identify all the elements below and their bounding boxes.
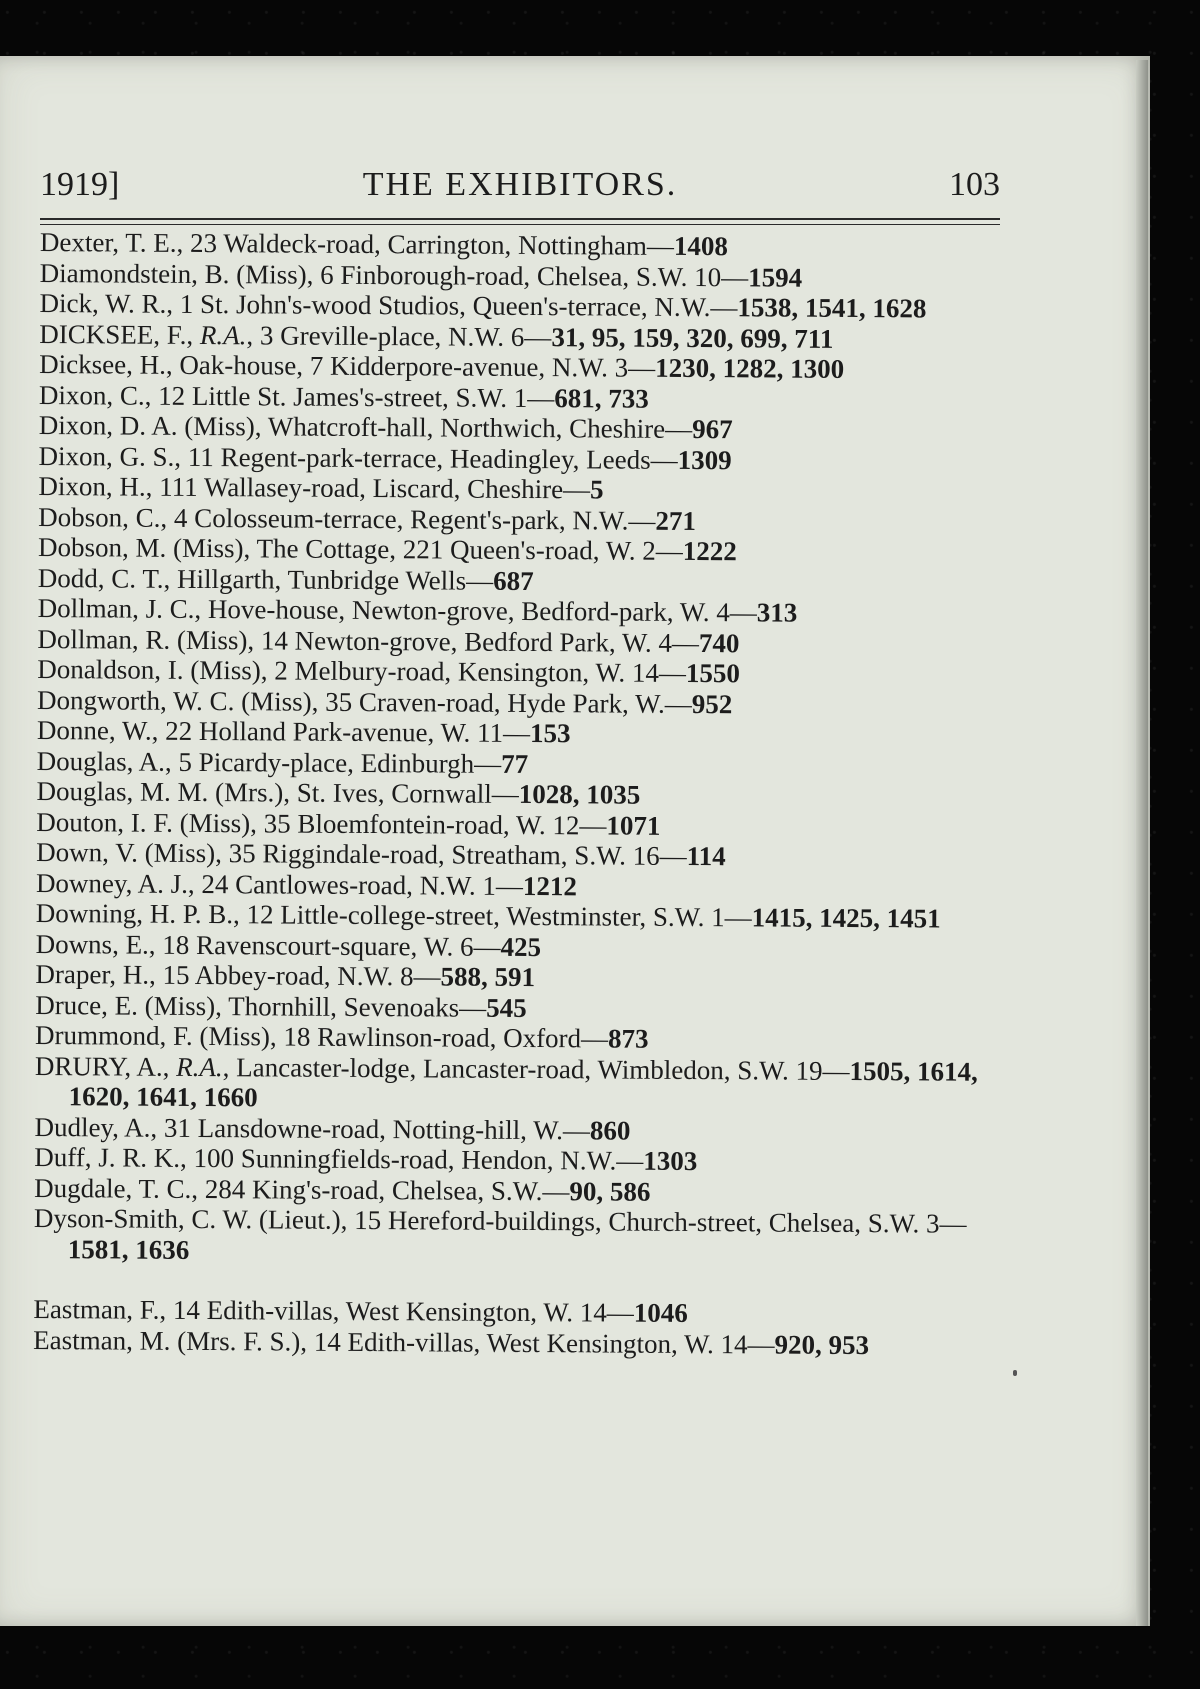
book-page	[0, 56, 1150, 1626]
catalogue-numbers: 681, 733	[554, 382, 649, 414]
catalogue-numbers: 740	[698, 627, 740, 658]
exhibitor-text: Dixon, G. S., 11 Regent-park-terrace, Headingley, Leeds—	[38, 440, 678, 475]
catalogue-numbers: 1581, 1636	[67, 1233, 190, 1265]
catalogue-numbers: 1071	[606, 809, 661, 841]
exhibitor-text: Eastman, F., 14 Edith-villas, West Kensington, W. 14—	[33, 1293, 634, 1328]
exhibitor-entry	[33, 1324, 1013, 1360]
catalogue-numbers: 860	[589, 1114, 631, 1146]
catalogue-numbers: 153	[530, 718, 571, 749]
catalogue-numbers: 1309	[677, 444, 732, 475]
exhibitor-text: Douton, I. F. (Miss), 35 Bloemfontein-road, W. 12—	[36, 806, 607, 840]
exhibitor-text: Dodd, C. T., Hillgarth, Tunbridge Wells—	[37, 562, 494, 596]
exhibitor-text: Dixon, H., 111 Wallasey-road, Liscard, Cheshire—	[38, 470, 591, 505]
exhibitor-text: Douglas, A., 5 Picardy-place, Edinburgh—	[36, 745, 502, 779]
exhibitor-text: Dyson-Smith, C. W. (Lieut.), 15 Hereford-buildings, Church-street, Chelsea, S.W. 3—	[33, 1202, 967, 1239]
catalogue-numbers: 952	[691, 688, 733, 719]
exhibitor-list-d	[34, 227, 1020, 1270]
exhibitor-text: Dugdale, T. C., 284 King's-road, Chelsea, S.W.—	[34, 1172, 570, 1206]
exhibitor-text: , Lancaster-lodge, Lancaster-road, Wimbledon, S.W. 19—	[222, 1051, 850, 1086]
exhibitor-text: Douglas, M. M. (Mrs.), St. Ives, Cornwall—	[36, 775, 519, 809]
exhibitor-text: , 3 Greville-place, N.W. 6—	[246, 319, 552, 352]
exhibitor-text: Donne, W., 22 Holland Park-avenue, W. 11—	[36, 714, 531, 749]
catalogue-numbers: 1046	[633, 1297, 688, 1328]
catalogue-numbers: 1408	[673, 230, 729, 262]
exhibitor-list-e	[33, 1294, 1013, 1361]
exhibitor-text: Diamondstein, B. (Miss), 6 Finborough-road, Chelsea, S.W. 10—	[39, 257, 749, 292]
exhibitor-text: Draper, H., 15 Abbey-road, N.W. 8—	[35, 958, 441, 992]
exhibitor-text: Downey, A. J., 24 Cantlowes-road, N.W. 1—	[35, 867, 524, 901]
exhibitor-text: Duff, J. R. K., 100 Sunningfields-road, Hendon, N.W.—	[34, 1141, 644, 1176]
catalogue-numbers: 1212	[522, 870, 578, 901]
honorific: R.A.	[199, 319, 247, 350]
exhibitor-text: Eastman, M. (Mrs. F. S.), 14 Edith-villas, West Kensington, W. 14—	[33, 1324, 775, 1360]
catalogue-numbers: 31, 95, 159, 320, 699, 711	[551, 321, 834, 354]
catalogue-numbers: 1028, 1035	[518, 778, 641, 810]
running-head	[40, 166, 1000, 216]
exhibitor-entry	[35, 1050, 1015, 1117]
page-edge	[1136, 60, 1148, 1626]
exhibitor-text: Dick, W. R., 1 St. John's-wood Studios, Queen's-terrace, N.W.—	[39, 287, 738, 323]
catalogue-numbers: 873	[608, 1023, 649, 1054]
catalogue-numbers: 1594	[748, 261, 803, 293]
exhibitor-text: Dollman, R. (Miss), 14 Newton-grove, Bedford Park, W. 4—	[37, 623, 700, 658]
catalogue-numbers: 920, 953	[774, 1329, 870, 1360]
exhibitor-text: DICKSEE, F.,	[39, 318, 201, 350]
header-year: 1919]	[40, 166, 120, 203]
catalogue-numbers: 425	[500, 931, 542, 962]
catalogue-numbers: 5	[590, 474, 604, 505]
exhibitor-text: Dudley, A., 31 Lansdowne-road, Notting-hill, W.—	[34, 1111, 591, 1145]
catalogue-numbers: 90, 586	[569, 1175, 651, 1207]
page-title: THE EXHIBITORS.	[362, 166, 678, 203]
page-number: 103	[949, 166, 1000, 203]
exhibitor-text: Dobson, C., 4 Colosseum-terrace, Regent's-park, N.W.—	[38, 501, 656, 536]
catalogue-numbers: 588, 591	[440, 961, 536, 993]
exhibitor-text: Dobson, M. (Miss), The Cottage, 221 Queen's-road, W. 2—	[37, 531, 683, 566]
exhibitor-text: Dongworth, W. C. (Miss), 35 Craven-road, Hyde Park, W.—	[37, 684, 692, 719]
catalogue-numbers: 1550	[685, 657, 741, 689]
catalogue-numbers: 114	[686, 840, 726, 872]
exhibitor-entry	[34, 1203, 1014, 1270]
exhibitor-text: DRURY, A.,	[34, 1050, 177, 1082]
exhibitor-text: Downing, H. P. B., 12 Little-college-street, Westminster, S.W. 1—	[35, 897, 752, 933]
header-rule-thick	[40, 218, 1000, 220]
exhibitor-text: Dollman, J. C., Hove-house, Newton-grove, Bedford-park, W. 4—	[37, 592, 757, 628]
exhibitor-text: Downs, E., 18 Ravenscourt-square, W. 6—	[35, 928, 501, 962]
catalogue-numbers: 967	[692, 413, 733, 445]
catalogue-numbers: 1303	[643, 1145, 698, 1177]
exhibitor-text: Dixon, C., 12 Little St. James's-street, S.W. 1—	[38, 379, 555, 413]
catalogue-numbers: 271	[655, 505, 697, 536]
exhibitor-text: Druce, E. (Miss), Thornhill, Sevenoaks—	[35, 989, 487, 1023]
honorific: R.A.	[176, 1051, 223, 1082]
catalogue-numbers: 1230, 1282, 1300	[655, 352, 845, 384]
exhibitor-list	[33, 227, 1020, 1361]
exhibitor-text: Donaldson, I. (Miss), 2 Melbury-road, Kensington, W. 14—	[37, 653, 687, 688]
exhibitor-text: Dexter, T. E., 23 Waldeck-road, Carrington, Nottingham—	[39, 227, 675, 261]
print-speck	[1013, 1370, 1017, 1376]
exhibitor-text: Drummond, F. (Miss), 18 Rawlinson-road, Oxford—	[34, 1019, 609, 1054]
catalogue-numbers: 545	[486, 992, 527, 1023]
catalogue-numbers: 1538, 1541, 1628	[737, 292, 927, 324]
exhibitor-text: Dixon, D. A. (Miss), Whatcroft-hall, Northwich, Cheshire—	[38, 409, 693, 444]
header-rule-thin	[40, 224, 1000, 225]
catalogue-numbers: 687	[493, 565, 534, 596]
catalogue-numbers: 313	[756, 597, 798, 628]
catalogue-numbers: 1222	[682, 535, 737, 567]
exhibitor-text: Dicksee, H., Oak-house, 7 Kidderpore-avenue, N.W. 3—	[39, 348, 656, 383]
catalogue-numbers: 1505, 1614, 1620, 1641, 1660	[68, 1055, 978, 1113]
exhibitor-text: Down, V. (Miss), 35 Riggindale-road, Streatham, S.W. 16—	[36, 836, 687, 871]
catalogue-numbers: 1415, 1425, 1451	[751, 902, 941, 934]
catalogue-numbers: 77	[501, 748, 529, 779]
